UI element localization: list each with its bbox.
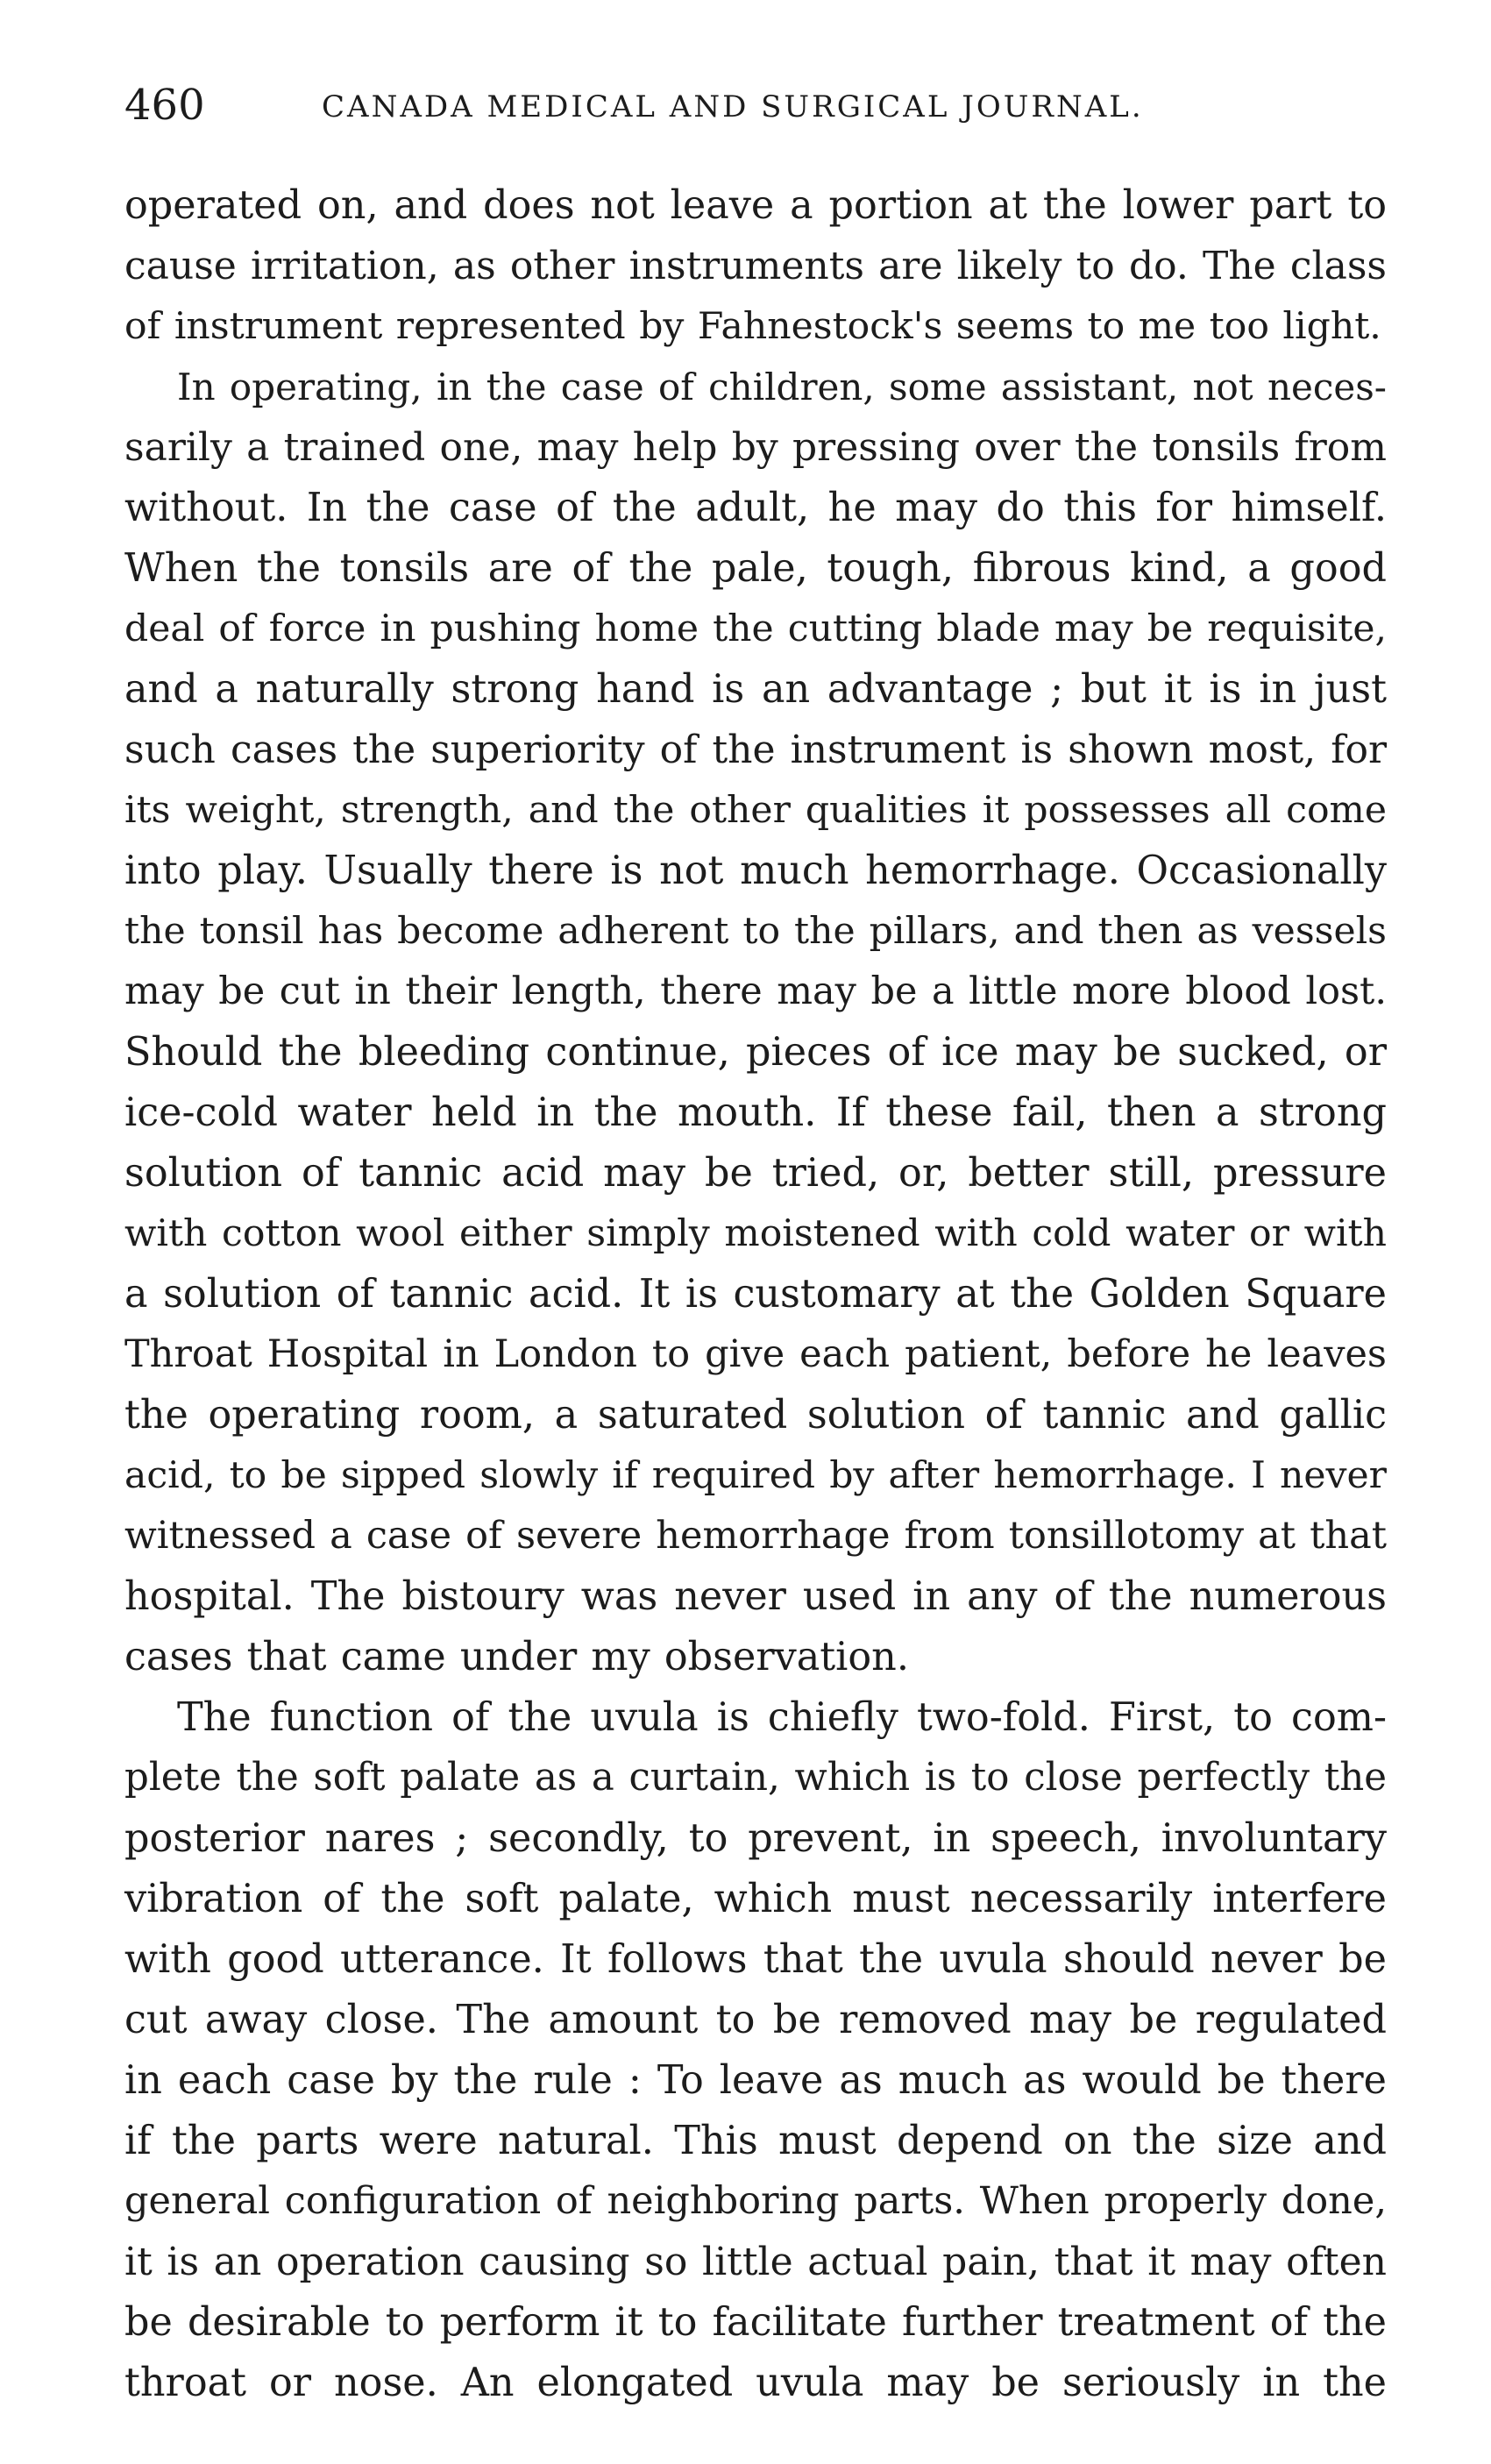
text-line: be desirable to perform it to facilitate further treatment of the (124, 2300, 1387, 2345)
text-line: Should the bleeding continue, pieces of ice may be sucked, or (124, 1030, 1387, 1075)
text-line: it is an operation causing so little actual pain, that it may often (124, 2240, 1387, 2284)
page-number: 460 (124, 81, 205, 130)
text-line: vibration of the soft palate, which must necessarily interfere (124, 1877, 1387, 1921)
text-line: the operating room, a saturated solution of tannic and gallic (124, 1393, 1387, 1438)
text-line: with good utterance. It follows that the uvula should never be (124, 1937, 1387, 1982)
text-line: sarily a trained one, may help by pressing over the tonsils from (124, 425, 1387, 470)
text-line: cut away close. The amount to be removed may be regulated (124, 1998, 1387, 2042)
text-line: of instrument represented by Fahnestock's seems to me too light. (124, 305, 1381, 348)
text-line: throat or nose. An elongated uvula may be seriously in the (124, 2361, 1387, 2405)
text-line: The function of the uvula is chiefly two-fold. First, to com- (177, 1695, 1387, 1740)
text-line: such cases the superiority of the instrument is shown most, for (124, 728, 1387, 772)
text-line: and a naturally strong hand is an advantage ; but it is in just (124, 667, 1387, 712)
text-line: witnessed a case of severe hemorrhage from tonsillotomy at that (124, 1514, 1387, 1558)
paragraph-1 (124, 175, 1387, 357)
text-line: without. In the case of the adult, he may do this for himself. (124, 486, 1387, 530)
text-line: general configuration of neighboring parts. When properly done, (124, 2179, 1387, 2223)
text-line: its weight, strength, and the other qualities it possesses all come (124, 789, 1387, 832)
text-line: deal of force in pushing home the cutting blade may be requisite, (124, 607, 1387, 650)
text-line: the tonsil has become adherent to the pillars, and then as vessels (124, 910, 1387, 953)
text-line: with cotton wool either simply moistened with cold water or with (124, 1212, 1387, 1255)
text-line: cause irritation, as other instruments are likely to do. The class (124, 244, 1387, 288)
running-head: CANADA MEDICAL AND SURGICAL JOURNAL. (322, 89, 1144, 124)
paragraph-3 (124, 1687, 1387, 2413)
text-line: if the parts were natural. This must depend on the size and (124, 2119, 1387, 2163)
text-line: posterior nares ; secondly, to prevent, in speech, involuntary (124, 1816, 1387, 1861)
journal-page (124, 79, 1387, 2413)
text-line: hospital. The bistoury was never used in any of the numerous (124, 1574, 1387, 1619)
text-line: In operating, in the case of children, some assistant, not neces- (177, 366, 1387, 408)
text-line: a solution of tannic acid. It is customary at the Golden Square (124, 1272, 1387, 1317)
page-header (124, 79, 1387, 149)
text-line: plete the soft palate as a curtain, which is to close perfectly the (124, 1756, 1387, 1800)
text-line: operated on, and does not leave a portion at the lower part to (124, 183, 1387, 228)
text-line: cases that came under my observation. (124, 1635, 909, 1679)
text-line: into play. Usually there is not much hemorrhage. Occasionally (124, 849, 1387, 893)
text-line: in each case by the rule : To leave as much as would be there (124, 2058, 1387, 2103)
text-line: Throat Hospital in London to give each patient, before he leaves (124, 1332, 1387, 1376)
paragraph-2 (124, 357, 1387, 1687)
text-line: ice-cold water held in the mouth. If these fail, then a strong (124, 1090, 1387, 1135)
text-line: may be cut in their length, there may be a little more blood lost. (124, 969, 1387, 1013)
text-line: When the tonsils are of the pale, tough, fibrous kind, a good (124, 546, 1387, 591)
text-line: solution of tannic acid may be tried, or, better still, pressure (124, 1151, 1387, 1196)
text-line: acid, to be sipped slowly if required by after hemorrhage. I never (124, 1454, 1387, 1497)
